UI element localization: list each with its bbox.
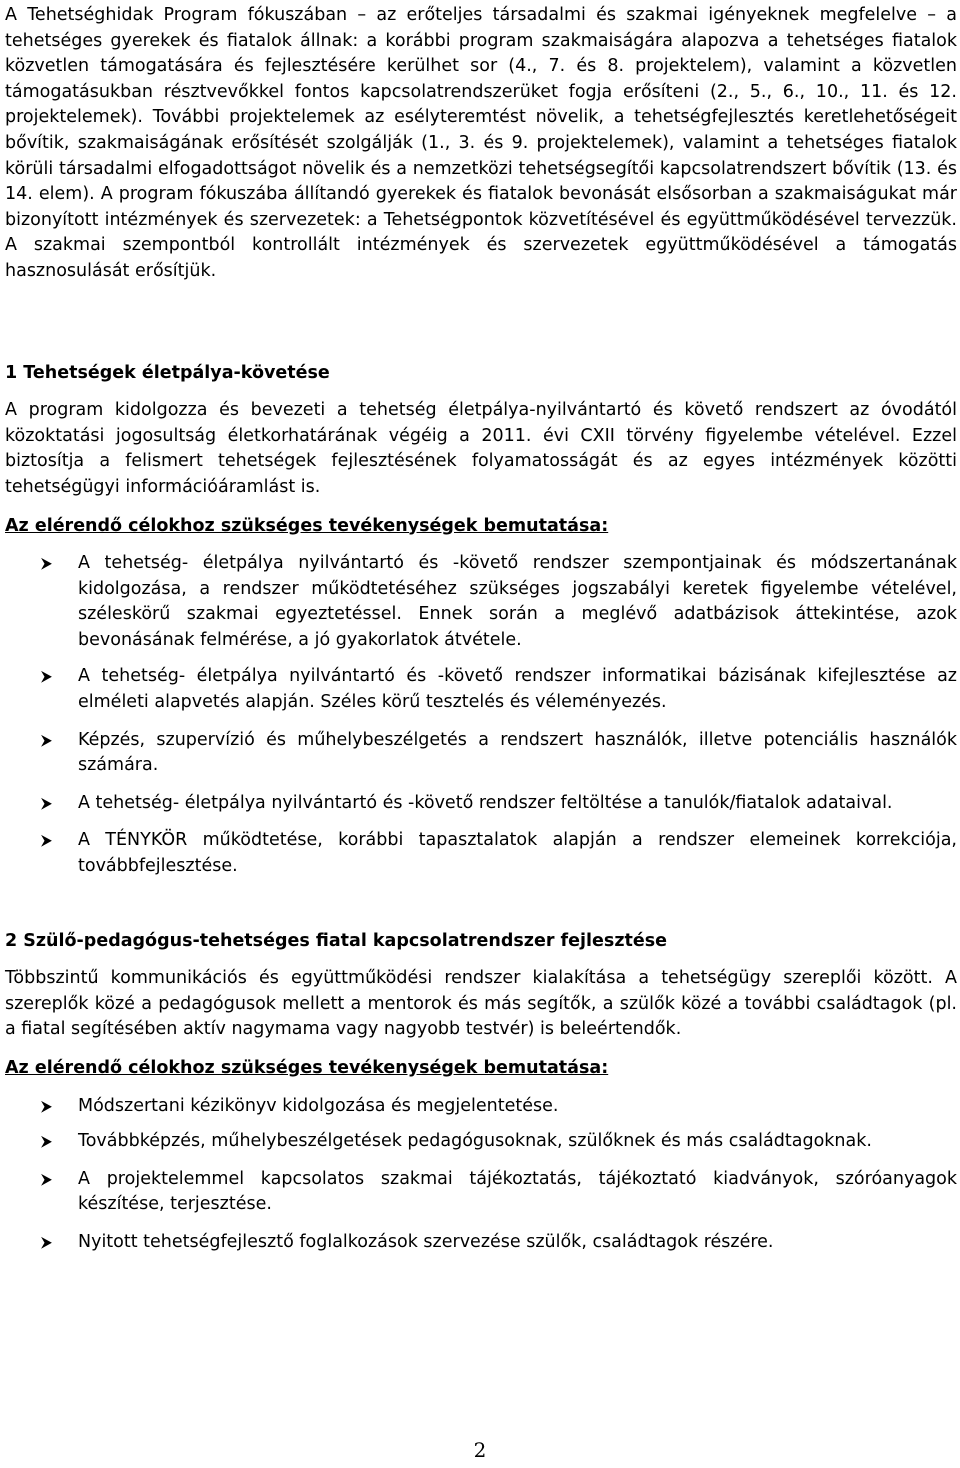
list-item-text: A tehetség- életpálya nyilvántartó és -követő rendszer szempontjainak és módszertanának kidolgozása, a rendszer működtetéséhez szükséges jogszabályi keretek figyelembe vételével, széleskörű szakmai egyeztetéssel. Ennek során a meglévő adatbázisok áttekintése, azok bevonásának felmérése, a jó gyakorlatok átvétele. — [78, 553, 957, 650]
intro-paragraph: A Tehetséghidak Program fókuszában – az erőteljes társadalmi és szakmai igényeknek megfelelve – a tehetséges gyerekek és fiatalok állnak: a korábbi program szakmaiságára alapozva a tehetséges fiatalok közvetlen támogatására és fejlesztésére kerülhet sor (4., 7. és 8. projektelem), valamint a közvetlen támogatásukban résztvevőkkel fontos kapcsolatrendszerüket fogja erősíteni (2., 5., 6., 10., 11. és 12. projektelemek). További projektelemek az esélyteremtést növelik, a tehetségfejlesztés keretlehetőségeit bővítik, szakmaiságának erősítését szolgálják (1., 3. és 9. projektelemek), valamint a tehetséges fiatalok körüli társadalmi elfogadottságot növelik és a nemzetközi tehetségsegítői kapcsolatrendszert bővítik (13. és 14. elem). A program fókuszába állítandó gyerekek és fiatalok bevonását elsősorban a szakmaiságukat már bizonyított intézmények és szervezetek: a Tehetségpontok közvetítésével és együttműködésével tervezzük. A szakmai szempontból kontrollált intézmények és szervezetek együttműködésével a támogatás hasznosulását erősítjük. — [5, 5, 957, 281]
arrow-bullet-icon — [39, 551, 53, 577]
arrow-bullet-icon — [39, 728, 53, 754]
arrow-bullet-icon — [39, 828, 53, 854]
list-item-text: A tehetség- életpálya nyilvántartó és -követő rendszer informatikai bázisának kifejlesztése az elméleti alapvetés alapján. Széles körű tesztelés és véleményezés. — [78, 666, 957, 713]
list-item-text: Továbbképzés, műhelybeszélgetések pedagógusoknak, szülőknek és más családtagoknak. — [78, 1131, 872, 1152]
section-1-title: 1 Tehetségek életpálya-követése — [5, 362, 330, 383]
arrow-bullet-icon — [39, 664, 53, 690]
list-item-text: Nyitott tehetségfejlesztő foglalkozások szervezése szülők, családtagok részére. — [78, 1231, 774, 1252]
list-item — [5, 551, 957, 653]
list-item — [5, 1129, 957, 1155]
section-1-subheading: Az elérendő célokhoz szükséges tevékenységek bemutatása: — [5, 515, 609, 536]
arrow-bullet-icon — [39, 791, 53, 817]
section-1-body: A program kidolgozza és bevezeti a tehetség életpálya-nyilvántartó és követő rendszert az óvodától közoktatási jogosultság életkorhatárának végéig a 2011. évi CXII törvény figyelembe vételével. Ezzel biztosítja a felismert tehetségek fejlesztésének folyamatosságát és az egyes intézmények közötti tehetségügyi információáramlást is. — [5, 400, 957, 497]
section-2-subheading: Az elérendő célokhoz szükséges tevékenységek bemutatása: — [5, 1058, 609, 1078]
document-page — [5, 0, 957, 1256]
list-item — [5, 791, 957, 817]
section-2-title: 2 Szülő-pedagógus-tehetséges fiatal kapcsolatrendszer fejlesztése — [5, 930, 668, 951]
list-item — [5, 1167, 957, 1218]
section-1-bullet-list — [5, 551, 957, 880]
list-item-text: A tehetség- életpálya nyilvántartó és -követő rendszer feltöltése a tanulók/fiatalok adataival. — [78, 792, 893, 813]
list-item-text: Módszertani kézikönyv kidolgozása és megjelentetése. — [78, 1095, 559, 1116]
list-item-text: A projektelemmel kapcsolatos szakmai tájékoztatás, tájékoztató kiadványok, szóróanyagok készítése, terjesztése. — [78, 1168, 957, 1215]
arrow-bullet-icon — [39, 1167, 53, 1193]
arrow-bullet-icon — [39, 1230, 53, 1256]
list-item — [5, 1230, 957, 1256]
section-2-bullet-list — [5, 1094, 957, 1256]
list-item — [5, 664, 957, 715]
list-item-text: A TÉNYKÖR működtetése, korábbi tapasztalatok alapján a rendszer elemeinek korrekciója, továbbfejlesztése. — [78, 830, 957, 877]
list-item — [5, 728, 957, 779]
list-item-text: Képzés, szupervízió és műhelybeszélgetés a rendszert használók, illetve potenciális használók számára. — [78, 729, 957, 776]
list-item — [5, 1094, 957, 1120]
section-2-body: Többszintű kommunikációs és együttműködési rendszer kialakítása a tehetségügy szereplői között. A szereplők közé a pedagógusok mellett a mentorok és más segítők, a szülők közé a további családtagok (pl. a fiatal segítésében aktív nagymama vagy nagyobb testvér) is beleértendők. — [5, 968, 957, 1040]
page-number: 2 — [473, 1438, 487, 1462]
arrow-bullet-icon — [39, 1129, 53, 1155]
list-item — [5, 828, 957, 879]
arrow-bullet-icon — [39, 1094, 53, 1120]
